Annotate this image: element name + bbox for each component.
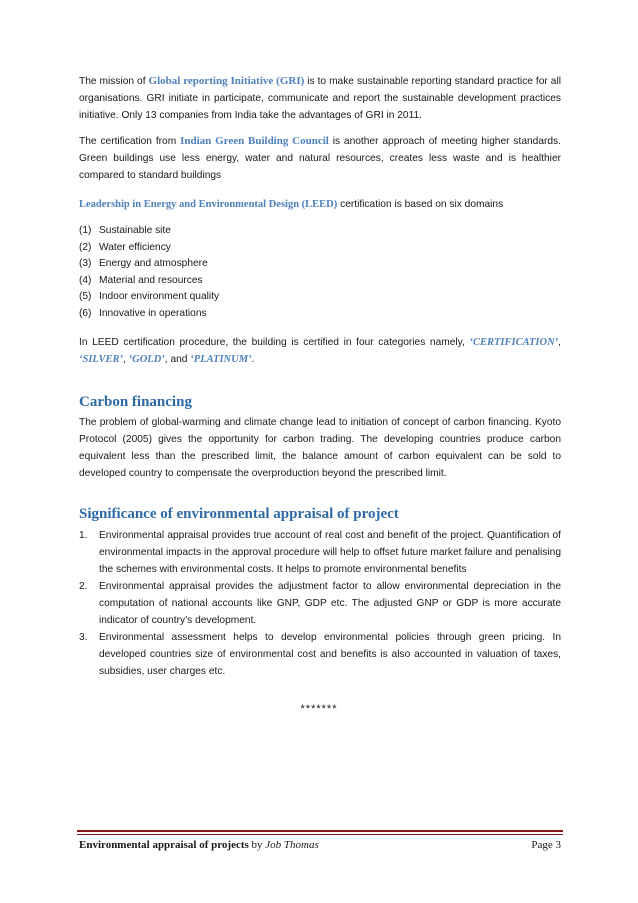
- category-gold: ‘GOLD’: [128, 354, 165, 365]
- gri-text-pre: The mission of: [79, 76, 149, 87]
- list-item: 2. Environmental appraisal provides the adjustment factor to allow environmental depreciation in the computation of national accounts like GNP, GDP etc. The adjusted GNP or GDP is more accurate indicator of country’s development.: [79, 581, 561, 626]
- list-item: (2) Water efficiency: [79, 241, 171, 253]
- igbc-name: Indian Green Building Council: [180, 135, 329, 147]
- page-footer: [79, 839, 561, 851]
- footer-rule: [77, 830, 563, 832]
- gri-name: Global reporting Initiative (GRI): [148, 75, 305, 87]
- list-item: 1. Environmental appraisal provides true account of real cost and benefit of the project. Quantification of environmental impacts in the approval procedure will help to offset future market failure and penalising the schemes with environmental costs. It helps to promote environmental benefits: [79, 530, 561, 575]
- list-item: 3. Environmental assessment helps to develop environmental policies through green pricing. In developed countries size of environmental cost and benefits is also accounted in valuation of taxes, subsidies, user charges etc.: [79, 632, 561, 677]
- footer-rule-thin: [77, 834, 563, 835]
- list-item: (6) Innovative in operations: [79, 307, 207, 319]
- carbon-heading: Carbon financing: [79, 394, 192, 410]
- carbon-paragraph: The problem of global-warming and climate change lead to initiation of concept of carbon financing. Kyoto Protocol (2005) gives the opportunity for carbon trading. The developing countries produce carbon equivalent less than the prescribed limit, the balance amount of carbon equivalent can be sold to developed country to compensate the overproduction beyond the prescribed limit.: [79, 417, 561, 479]
- leed-domains-list: [79, 223, 561, 322]
- list-item: (4) Material and resources: [79, 274, 203, 286]
- footer-credit: Environmental appraisal of projects by Job Thomas: [79, 839, 319, 851]
- significance-list: [79, 527, 561, 680]
- category-platinum: ‘PLATINUM’: [190, 354, 252, 365]
- igbc-paragraph: [79, 133, 561, 184]
- igbc-text-post: is another approach of meeting higher standards. Green buildings use less energy, water and natural resources, creates less waste and is healthier compared to standard buildings: [79, 136, 561, 181]
- category-certification: ‘CERTIFICATION’: [469, 337, 559, 348]
- igbc-text-pre: The certification from: [79, 136, 181, 147]
- list-item: (5) Indoor environment quality: [79, 291, 220, 302]
- category-silver: ‘SILVER’: [79, 354, 123, 365]
- page-number: Page 3: [531, 839, 561, 851]
- gri-paragraph: [79, 73, 561, 124]
- section-separator: *******: [300, 703, 338, 715]
- leed-name: Leadership in Energy and Environmental Design (LEED): [79, 199, 338, 210]
- list-item: (3) Energy and atmosphere: [79, 258, 208, 269]
- leed-text-post: certification is based on six domains: [337, 199, 504, 210]
- leed-paragraph: [79, 196, 561, 213]
- categories-paragraph: In LEED certification procedure, the building is certified in four categories namely, ‘CERTIFICATION’, ‘SILVER’, ‘GOLD’, and ‘PLATINUM’.: [79, 337, 561, 365]
- significance-heading: Significance of environmental appraisal of project: [79, 506, 399, 522]
- list-item: (1) Sustainable site: [79, 225, 171, 236]
- gri-text-post: is to make sustainable reporting standard practice for all organisations. GRI initiate in participate, communicate and report the sustainable development practices initiative. Only 13 companies from India take the advantages of GRI in 2011.: [79, 76, 561, 121]
